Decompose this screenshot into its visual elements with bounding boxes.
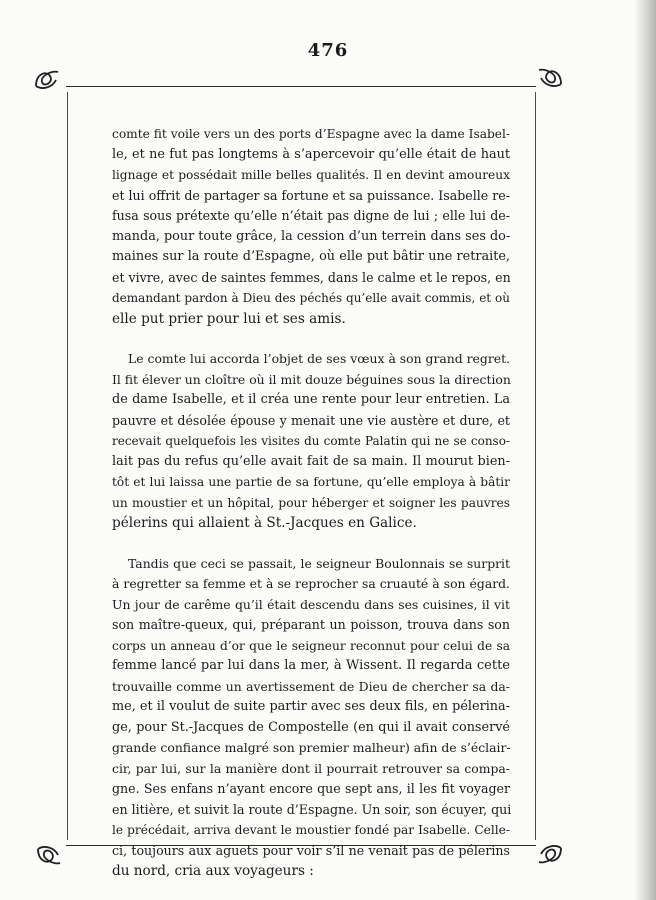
text-line: trouvaille comme un avertissement de Dieu de chercher sa da- <box>112 678 510 694</box>
text-line: elle put prier pour lui et ses amis. <box>112 310 346 327</box>
page-spine-shadow <box>634 0 656 900</box>
fleuron-icon <box>32 66 62 92</box>
text-line: Un jour de carême qu’il était descendu dans ses cuisines, il vit <box>112 596 510 612</box>
text-line: du nord, cria aux voyageurs : <box>112 863 314 879</box>
paragraph <box>112 554 510 882</box>
text-line: recevait quelquefois les visites du comte Palatin qui ne se conso- <box>112 434 510 448</box>
page-number: 476 <box>307 40 349 61</box>
text-line: lignage et possédait mille belles qualités. Il en devint amoureux <box>112 168 510 182</box>
frame-left-rule <box>67 92 68 840</box>
frame-right-rule <box>535 92 536 840</box>
body-text <box>112 124 510 882</box>
text-line: et vivre, avec de saintes femmes, dans le calme et le repos, en <box>112 269 511 285</box>
text-line: Il fit élever un cloître où il mit douze béguines sous la direction <box>112 371 511 387</box>
text-line: à regretter sa femme et à se reprocher sa cruauté à son égard. <box>112 576 510 591</box>
text-line: en litière, et suivit la route d’Espagne. Un soir, son écuyer, qui <box>112 801 512 817</box>
text-line: comte fit voile vers un des ports d’Espagne avec la dame Isabel- <box>112 127 510 141</box>
fleuron-icon <box>535 64 565 90</box>
text-line: de dame Isabelle, et il créa une rente pour leur entretien. La <box>112 392 510 407</box>
text-line: pauvre et désolée épouse y menait une vie austère et dure, et <box>112 412 510 428</box>
text-line: grande confiance malgré son premier malheur) afin de s’éclair- <box>112 740 511 755</box>
text-line: femme lancé par lui dans la mer, à Wissent. Il regarda cette <box>112 658 510 673</box>
text-line: Le comte lui accorda l’objet de ses vœux à son grand regret. <box>128 351 510 366</box>
paragraph <box>112 349 510 534</box>
paragraph <box>112 124 510 329</box>
text-line: maines sur la route d’Espagne, où elle put bâtir une retraite, <box>112 249 510 264</box>
text-line: un moustier et un hôpital, pour héberger et soigner les pauvres <box>112 495 510 510</box>
frame-top-rule <box>66 86 536 87</box>
text-line: gne. Ses enfans n’ayant encore que sept ans, il les fit voyager <box>112 781 510 796</box>
text-line: ge, pour St.-Jacques de Compostelle (en qui il avait conservé <box>112 719 510 735</box>
text-line: fusa sous prétexte qu’elle n’était pas digne de lui ; elle lui de- <box>112 208 510 223</box>
text-line: et lui offrit de partager sa fortune et sa puissance. Isabelle re- <box>112 187 510 203</box>
text-line: le précédait, arriva devant le moustier fondé par Isabelle. Celle- <box>112 823 510 837</box>
text-line: lait pas du refus qu’elle avait fait de sa main. Il mourut bien- <box>112 453 510 469</box>
text-line: ci, toujours aux aguets pour voir s’il ne venait pas de pélerins <box>112 842 510 858</box>
text-line: cir, par lui, sur la manière dont il pourrait retrouver sa compa- <box>112 760 510 776</box>
fleuron-icon <box>34 843 64 869</box>
text-line: me, et il voulut de suite partir avec ses deux fils, en pélerina- <box>112 699 510 714</box>
text-line: son maître-queux, qui, préparant un poisson, trouva dans son <box>112 617 510 632</box>
text-line: pélerins qui allaient à St.-Jacques en Galice. <box>112 515 417 531</box>
text-line: Tandis que ceci se passait, le seigneur Boulonnais se surprit <box>128 555 510 571</box>
text-line: le, et ne fut pas longtems à s’apercevoir qu’elle était de haut <box>112 146 510 162</box>
text-line: manda, pour toute grâce, la cession d’un terrein dans ses do- <box>112 228 511 244</box>
text-line: demandant pardon à Dieu des péchés qu’elle avait commis, et où <box>112 291 510 305</box>
text-line: corps un anneau d’or que le seigneur reconnut pour celui de sa <box>112 638 510 653</box>
fleuron-icon <box>535 842 565 868</box>
text-line: tôt et lui laissa une partie de sa fortune, qu’elle employa à bâtir <box>112 475 510 489</box>
